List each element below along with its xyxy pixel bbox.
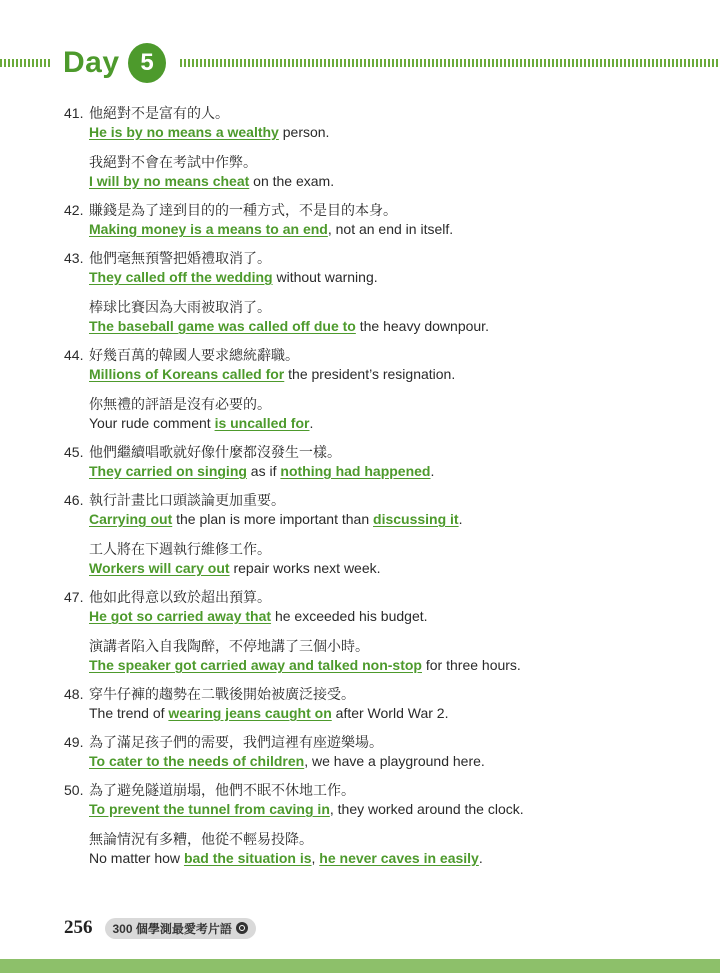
- english-sentence: [64, 704, 694, 723]
- sentence-text: after World War 2.: [331, 705, 449, 721]
- highlighted-phrase: To prevent the tunnel from caving in: [89, 801, 330, 817]
- highlighted-phrase: Carrying out: [89, 511, 173, 527]
- highlighted-phrase: He got so carried away that: [89, 608, 272, 624]
- phrase-entry: [64, 443, 694, 481]
- entry-number: 43.: [64, 250, 84, 266]
- highlighted-phrase: is uncalled for: [214, 415, 310, 431]
- entry-number: 48.: [64, 686, 84, 702]
- highlighted-phrase: discussing it: [373, 511, 459, 527]
- entry-number: 44.: [64, 347, 84, 363]
- sentence-text: without warning.: [272, 269, 378, 285]
- highlighted-phrase: Millions of Koreans called for: [89, 366, 285, 382]
- chinese-sentence: 工人將在下週執行維修工作。: [89, 541, 271, 557]
- english-sentence: [64, 849, 694, 868]
- chinese-sentence: 無論情況有多糟，他從不輕易投降。: [89, 831, 313, 847]
- entry-number: 45.: [64, 444, 84, 460]
- english-sentence: [64, 220, 694, 239]
- english-sentence: [64, 800, 694, 819]
- sentence-pair: [64, 201, 694, 239]
- sentence-text: .: [309, 415, 314, 431]
- search-icon: [236, 922, 248, 934]
- english-sentence: [64, 317, 694, 336]
- sentence-pair: [64, 346, 694, 384]
- highlighted-phrase: he never caves in easily: [319, 850, 479, 866]
- highlighted-phrase: The speaker got carried away and talked non-stop: [89, 657, 422, 673]
- sentence-text: No matter how: [89, 850, 184, 866]
- chinese-sentence: 他們繼續唱歌就好像什麼都沒發生一樣。: [89, 444, 341, 460]
- english-sentence: [64, 365, 694, 384]
- phrase-entry: [64, 733, 694, 771]
- english-sentence: [64, 268, 694, 287]
- highlighted-phrase: They carried on singing: [89, 463, 247, 479]
- sentence-text: he exceeded his budget.: [271, 608, 428, 624]
- book-title: 300 個學測最愛考片語: [112, 921, 232, 936]
- sentence-pair: [64, 588, 694, 626]
- entry-number: 50.: [64, 782, 84, 798]
- entry-number: [64, 540, 89, 559]
- sentence-text: .: [458, 511, 463, 527]
- sentence-pair: [64, 153, 694, 191]
- sentence-text: the heavy downpour.: [355, 318, 489, 334]
- sentence-pair: [64, 781, 694, 819]
- highlighted-phrase: nothing had happened: [280, 463, 431, 479]
- book-title-tag: [105, 918, 256, 939]
- entry-number: 47.: [64, 589, 84, 605]
- entry-number: [64, 830, 89, 849]
- sentence-pair: [64, 540, 694, 578]
- sentence-pair: [64, 104, 694, 142]
- sentence-pair: [64, 830, 694, 868]
- chinese-sentence: 我絕對不會在考試中作弊。: [89, 154, 257, 170]
- sentence-text: , they worked around the clock.: [329, 801, 524, 817]
- header-dotted-rule-left: [0, 59, 52, 67]
- phrase-entry: [64, 685, 694, 723]
- sentence-pair: [64, 395, 694, 433]
- sentence-text: the president’s resignation.: [284, 366, 456, 382]
- sentence-text: , not an end in itself.: [327, 221, 454, 237]
- day-number-badge: 5: [128, 43, 166, 83]
- entry-number: 46.: [64, 492, 84, 508]
- english-sentence: [64, 414, 694, 433]
- phrase-entry: [64, 491, 694, 578]
- english-sentence: [64, 607, 694, 626]
- sentence-pair: [64, 298, 694, 336]
- sentence-text: , we have a playground here.: [304, 753, 485, 769]
- page-footer: [64, 916, 256, 940]
- sentence-text: repair works next week.: [229, 560, 381, 576]
- entry-number: 42.: [64, 202, 84, 218]
- sentence-pair: [64, 685, 694, 723]
- phrase-entry: [64, 588, 694, 675]
- sentence-pair: [64, 249, 694, 287]
- sentence-text: .: [430, 463, 435, 479]
- sentence-text: .: [478, 850, 483, 866]
- page-header: [0, 42, 720, 88]
- highlighted-phrase: Making money is a means to an end: [89, 221, 328, 237]
- sentence-pair: [64, 733, 694, 771]
- phrase-entry: [64, 249, 694, 336]
- chinese-sentence: 演講者陷入自我陶醉，不停地講了三個小時。: [89, 638, 369, 654]
- page-number: 256: [64, 917, 93, 938]
- english-sentence: [64, 462, 694, 481]
- entry-number: 49.: [64, 734, 84, 750]
- chinese-sentence: 棒球比賽因為大雨被取消了。: [89, 299, 271, 315]
- sentence-text: the plan is more important than: [172, 511, 374, 527]
- sentence-text: Your rude comment: [89, 415, 215, 431]
- phrase-entry: [64, 201, 694, 239]
- sentence-text: person.: [278, 124, 330, 140]
- chinese-sentence: 你無禮的評語是沒有必要的。: [89, 396, 271, 412]
- day-label: Day: [63, 46, 120, 79]
- phrase-entry: [64, 346, 694, 433]
- chinese-sentence: 他們毫無預警把婚禮取消了。: [89, 250, 271, 266]
- sentence-text: ,: [311, 850, 320, 866]
- sentence-text: The trend of: [89, 705, 169, 721]
- highlighted-phrase: He is by no means a wealthy: [89, 124, 279, 140]
- entry-number: [64, 153, 89, 172]
- chinese-sentence: 穿牛仔褲的趨勢在二戰後開始被廣泛接受。: [89, 686, 355, 702]
- entry-number: [64, 395, 89, 414]
- sentence-pair: [64, 491, 694, 529]
- entry-number: [64, 298, 89, 317]
- highlighted-phrase: wearing jeans caught on: [168, 705, 332, 721]
- highlighted-phrase: bad the situation is: [183, 850, 312, 866]
- highlighted-phrase: Workers will cary out: [89, 560, 230, 576]
- entry-number: [64, 637, 89, 656]
- english-sentence: [64, 656, 694, 675]
- highlighted-phrase: To cater to the needs of children: [89, 753, 305, 769]
- sentence-text: for three hours.: [421, 657, 521, 673]
- sentence-pair: [64, 637, 694, 675]
- chinese-sentence: 好幾百萬的韓國人要求總統辭職。: [89, 347, 299, 363]
- highlighted-phrase: They called off the wedding: [89, 269, 273, 285]
- sentence-pair: [64, 443, 694, 481]
- phrase-entry: [64, 104, 694, 191]
- chinese-sentence: 賺錢是為了達到目的的一種方式，不是目的本身。: [89, 202, 397, 218]
- sentence-text: on the exam.: [249, 173, 335, 189]
- chinese-sentence: 執行計畫比口頭談論更加重要。: [89, 492, 285, 508]
- english-sentence: [64, 123, 694, 142]
- highlighted-phrase: I will by no means cheat: [89, 173, 250, 189]
- chinese-sentence: 為了滿足孩子們的需要，我們這裡有座遊樂場。: [89, 734, 383, 750]
- phrase-list: [64, 104, 694, 878]
- bottom-color-bar: [0, 959, 720, 973]
- header-dotted-rule-right: [180, 59, 720, 67]
- highlighted-phrase: The baseball game was called off due to: [89, 318, 356, 334]
- english-sentence: [64, 172, 694, 191]
- phrase-entry: [64, 781, 694, 868]
- sentence-text: as if: [246, 463, 281, 479]
- entry-number: 41.: [64, 105, 84, 121]
- english-sentence: [64, 510, 694, 529]
- english-sentence: [64, 559, 694, 578]
- chinese-sentence: 為了避免隧道崩塌，他們不眠不休地工作。: [89, 782, 355, 798]
- english-sentence: [64, 752, 694, 771]
- chinese-sentence: 他絕對不是富有的人。: [89, 105, 229, 121]
- chinese-sentence: 他如此得意以致於超出預算。: [89, 589, 271, 605]
